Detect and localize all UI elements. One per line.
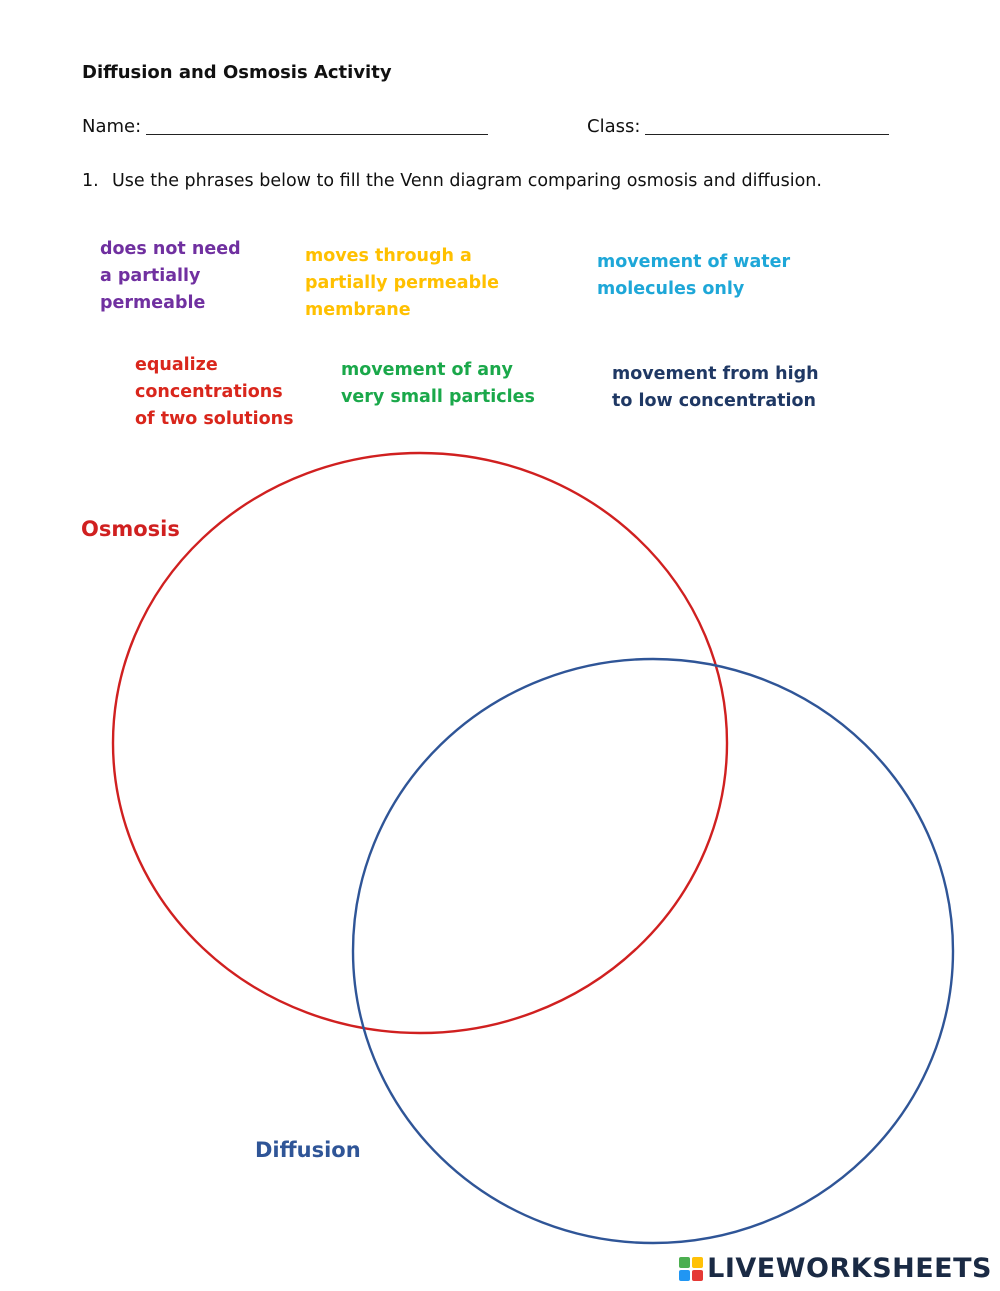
logo-square <box>679 1257 690 1268</box>
worksheet-title: Diffusion and Osmosis Activity <box>82 62 392 83</box>
logo-grid-icon <box>679 1257 703 1281</box>
question-number: 1. <box>82 171 99 191</box>
logo-square <box>692 1257 703 1268</box>
phrase-card[interactable]: movement of water molecules only <box>597 252 791 299</box>
phrase-card[interactable]: movement of any very small particles <box>341 360 535 407</box>
logo-square <box>679 1270 690 1281</box>
osmosis-circle[interactable] <box>113 453 727 1033</box>
brand-text: LIVEWORKSHEETS <box>707 1253 992 1284</box>
diffusion-circle[interactable] <box>353 659 953 1243</box>
phrase-card[interactable]: moves through a partially permeable membrane <box>305 246 499 320</box>
logo-square <box>692 1270 703 1281</box>
phrase-card[interactable]: equalize concentrations of two solutions <box>135 355 294 429</box>
class-label: Class: <box>587 116 641 137</box>
phrase-card[interactable]: does not need a partially permeable <box>100 239 241 313</box>
name-label: Name: <box>82 116 142 137</box>
osmosis-label: Osmosis <box>81 517 180 541</box>
question-text: Use the phrases below to fill the Venn diagram comparing osmosis and diffusion. <box>112 171 822 191</box>
phrase-card[interactable]: movement from high to low concentration <box>612 364 819 411</box>
diffusion-label: Diffusion <box>255 1138 361 1162</box>
liveworksheets-logo <box>679 1253 992 1284</box>
